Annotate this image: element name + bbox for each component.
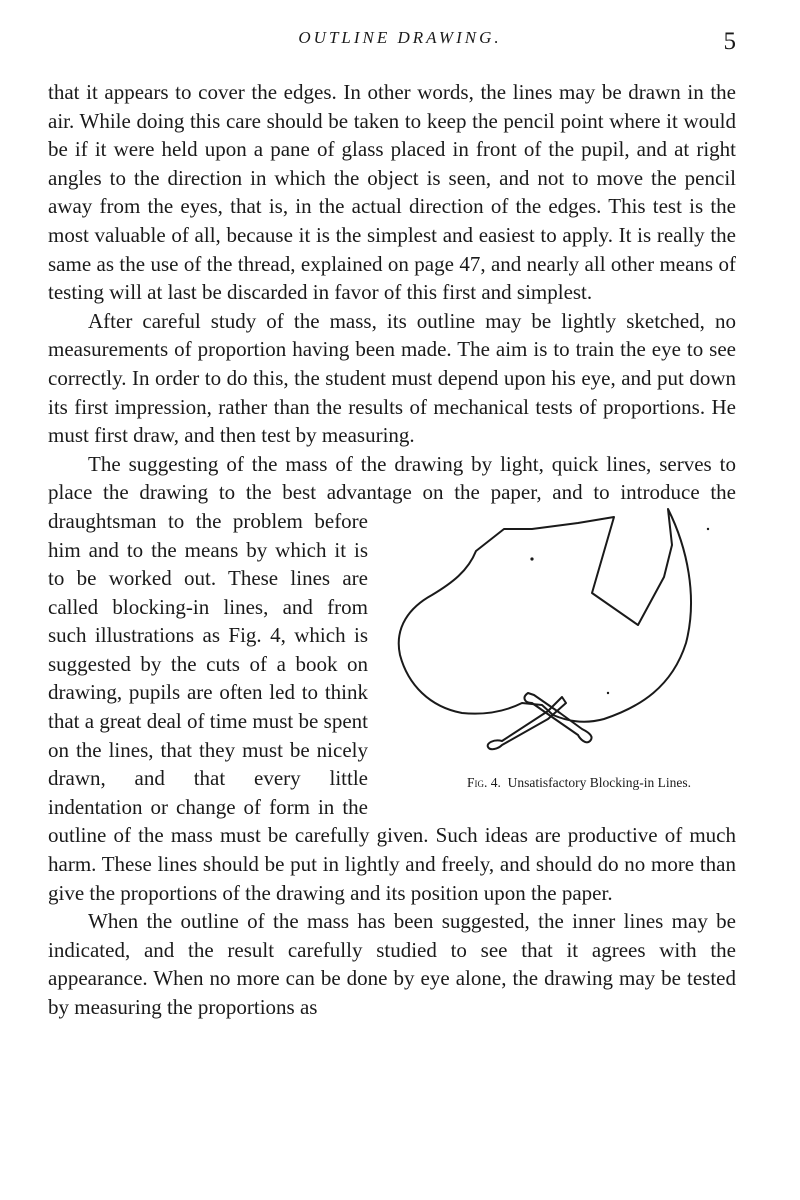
page-number: 5 xyxy=(723,28,736,55)
figure-4 xyxy=(382,507,736,793)
paragraph-1: that it appears to cover the edges. In other words, the lines may be drawn in the air. While doing this care should be taken to keep the pencil point where it would be if it were held upon a pane of glass placed in front of the pupil, and at right angles to the direction in which the object is seen, and not to move the pencil away from the eyes, that is, in the actual direction of the edges. This test is the most valuable of all, because it is the simplest and easiest to apply. It is really the same as the use of the thread, explained on page 47, and nearly all other means of testing will at last be discarded in favor of this first and simplest. xyxy=(48,80,736,305)
figure-caption-text: Unsatisfactory Blocking-in Lines. xyxy=(507,774,691,790)
paragraph-2: After careful study of the mass, its outline may be lightly sketched, no measurements of proportion having been made. The aim is to train the eye to see correctly. In order to do this, the student must depend upon his eye, and put down its first impression, rather than the results of mechanical tests of proportions. He must first draw, and then test by measuring. xyxy=(48,308,736,448)
paragraph-3-intro: The suggesting of the mass of the drawing by light, quick lines, serves to place the drawing to the best advantage on the paper, and xyxy=(48,451,736,505)
running-title: OUTLINE DRAWING. xyxy=(298,28,502,47)
body-text xyxy=(48,78,736,1022)
figure-label: Fig. 4. xyxy=(467,774,501,790)
blocking-in-illustration xyxy=(382,507,736,773)
paragraph-3 xyxy=(48,450,736,908)
paragraph-4: When the outline of the mass has been suggested, the inner lines may be indicated, and the result carefully studied to see that it agrees with the appearance. When no more can be done by eye alone, the drawing may be tested by measuring the proportions as xyxy=(48,909,736,1019)
mass-outline xyxy=(399,509,691,722)
figure-caption xyxy=(382,775,736,791)
paragraph-3-body: to introduce the draughtsman to the problem before him and to the means by which it is to be worked out. These lines are called blocking-in lines, and from such illustrations as Fig. 4, which is suggested by the cuts of a book on drawing, pupils are often led to think that a great deal of time must be spent on the lines, that they must be nicely drawn, and that every little indentation or change of form in the outline of the mass must be carefully given. Such ideas are productive of much harm. These lines should be put in lightly and freely, and should do no more than give the proportions of the drawing and its position upon the paper. xyxy=(48,480,736,905)
cord-right xyxy=(488,697,566,749)
